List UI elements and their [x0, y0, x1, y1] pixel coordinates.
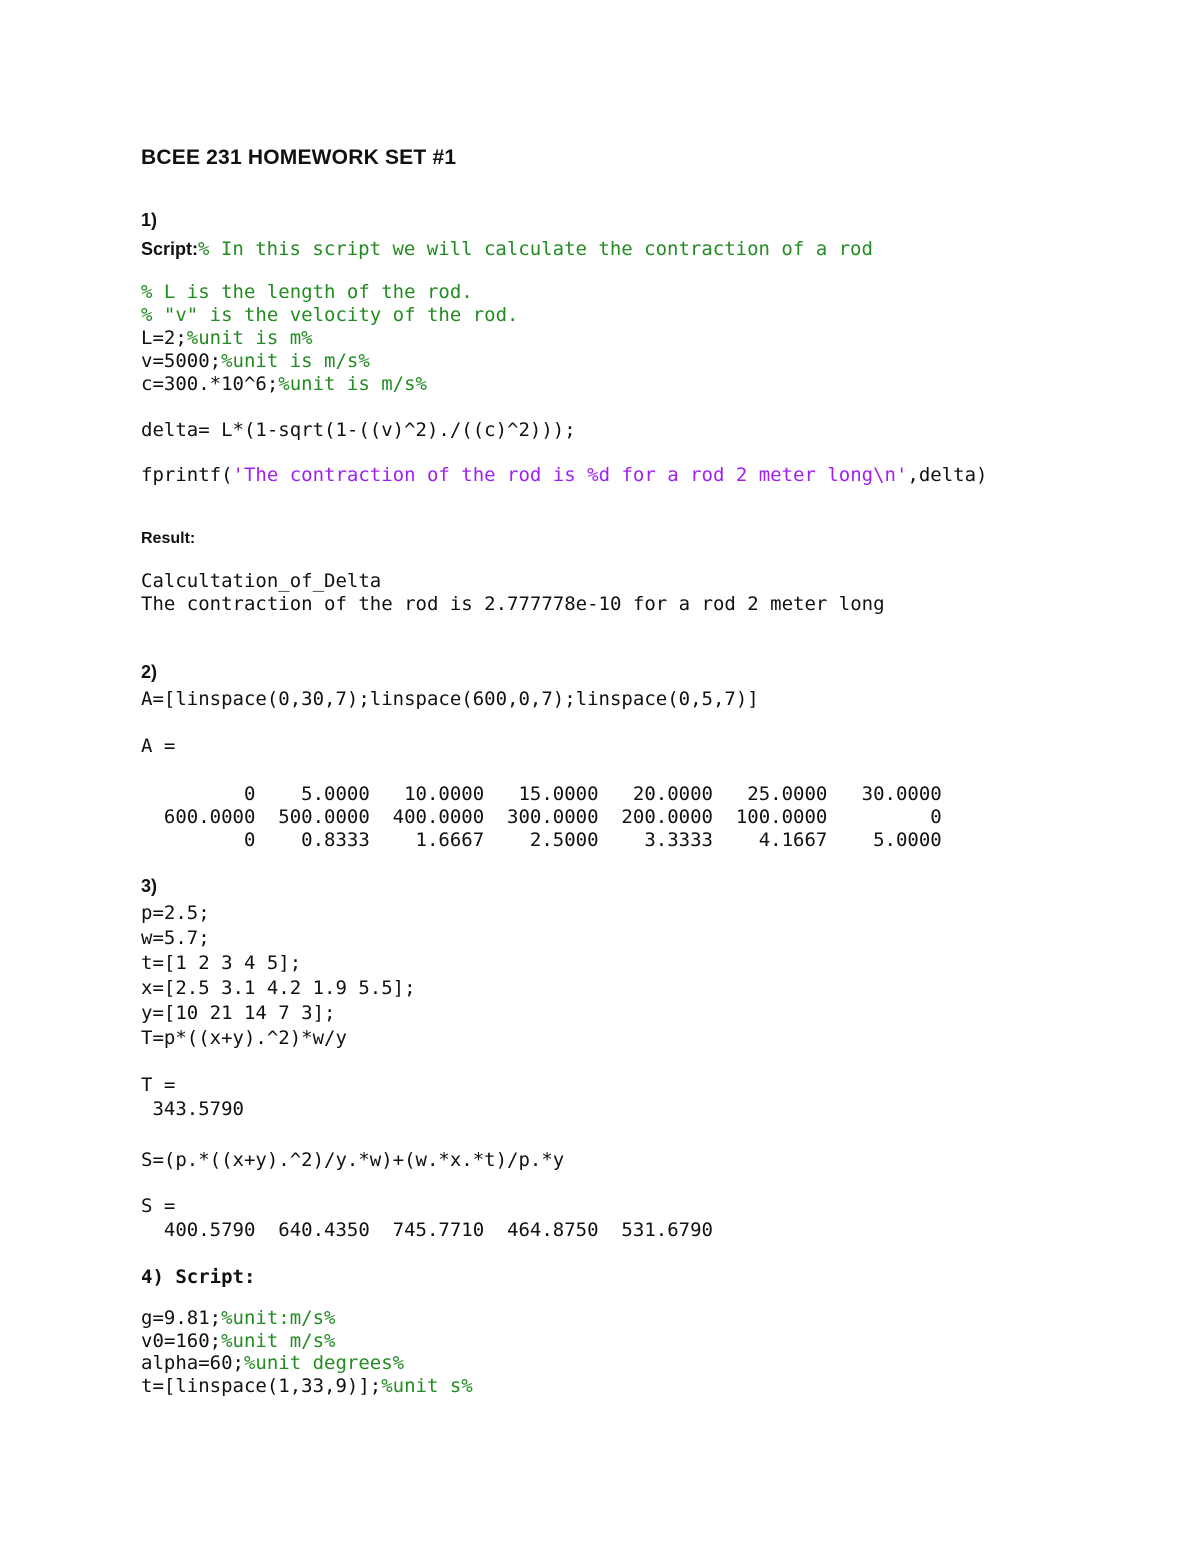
q2-matrix-row-1: 0 5.0000 10.0000 15.0000 20.0000 25.0000 30.0000 — [141, 783, 942, 805]
q1-c-comment: %unit is m/s% — [278, 373, 427, 395]
result-label: Result: — [141, 530, 196, 547]
q1-v-comment: %unit is m/s% — [221, 350, 370, 372]
q1-result-line-1: Calcultation_of_Delta — [141, 570, 382, 592]
q3-S-label: S = — [141, 1195, 176, 1217]
q2-matrix-row-3: 0 0.8333 1.6667 2.5000 3.3333 4.1667 5.0000 — [141, 829, 942, 851]
q3-T-label: T = — [141, 1074, 176, 1096]
q2-matrix-row-2: 600.0000 500.0000 400.0000 300.0000 200.0000 100.0000 0 — [141, 806, 942, 828]
script-label: Script: — [141, 239, 199, 259]
q1-fprintf-close: ,delta) — [907, 464, 988, 486]
q1-c-code: c=300.*10^6; — [141, 373, 279, 395]
q1-fprintf-string: 'The contraction of the rod is %d for a rod 2 meter long\n' — [232, 464, 908, 486]
q4-g-code: g=9.81; — [141, 1307, 222, 1329]
q4-t-code: t=[linspace(1,33,9)]; — [141, 1375, 382, 1397]
q3-code-line-5: y=[10 21 14 7 3]; — [141, 1002, 336, 1024]
q1-intro-comment: % In this script we will calculate the contraction of a rod — [198, 238, 873, 260]
q4-v0-code: v0=160; — [141, 1330, 222, 1352]
q1-L-code: L=2; — [141, 327, 187, 349]
q3-code-line-6: T=p*((x+y).^2)*w/y — [141, 1027, 347, 1049]
q4-v0-line — [141, 1330, 335, 1353]
q4-v0-comment: %unit m/s% — [221, 1330, 336, 1352]
q1-v-code: v=5000; — [141, 350, 222, 372]
q2-command: A=[linspace(0,30,7);linspace(600,0,7);linspace(0,5,7)] — [141, 688, 759, 710]
q3-T-value: 343.5790 — [141, 1098, 244, 1120]
q1-c-line — [141, 373, 427, 396]
q1-L-line — [141, 327, 313, 350]
question-1-number: 1) — [141, 210, 158, 230]
q3-code-line-2: w=5.7; — [141, 927, 210, 949]
q1-fprintf-open: fprintf( — [141, 464, 233, 486]
q4-g-line — [141, 1307, 335, 1330]
q3-S-values: 400.5790 640.4350 745.7710 464.8750 531.6790 — [141, 1219, 713, 1241]
q1-result-line-2: The contraction of the rod is 2.777778e-10 for a rod 2 meter long — [141, 593, 885, 615]
question-2-number: 2) — [141, 662, 158, 682]
q3-code-line-4: x=[2.5 3.1 4.2 1.9 5.5]; — [141, 977, 416, 999]
q2-output-label: A = — [141, 735, 176, 757]
q3-code-line-1: p=2.5; — [141, 902, 210, 924]
q1-script-line — [141, 238, 873, 261]
q4-g-comment: %unit:m/s% — [221, 1307, 336, 1329]
q4-alpha-code: alpha=60; — [141, 1352, 244, 1374]
q4-t-comment: %unit s% — [381, 1375, 473, 1397]
q1-comment-L: % L is the length of the rod. — [141, 281, 473, 303]
q1-comment-v: % "v" is the velocity of the rod. — [141, 304, 519, 326]
q1-L-comment: %unit is m% — [186, 327, 313, 349]
q4-alpha-line — [141, 1352, 404, 1375]
q1-delta-line: delta= L*(1-sqrt(1-((v)^2)./((c)^2))); — [141, 419, 576, 441]
question-4-heading: 4) Script: — [141, 1266, 256, 1288]
q4-alpha-comment: %unit degrees% — [243, 1352, 405, 1374]
q3-code-line-3: t=[1 2 3 4 5]; — [141, 952, 302, 974]
q4-t-line — [141, 1375, 473, 1398]
document-title: BCEE 231 HOMEWORK SET #1 — [141, 146, 457, 169]
q1-fprintf-line — [141, 464, 988, 487]
q1-v-line — [141, 350, 370, 373]
q3-S-command: S=(p.*((x+y).^2)/y.*w)+(w.*x.*t)/p.*y — [141, 1149, 565, 1171]
question-3-number: 3) — [141, 876, 158, 896]
